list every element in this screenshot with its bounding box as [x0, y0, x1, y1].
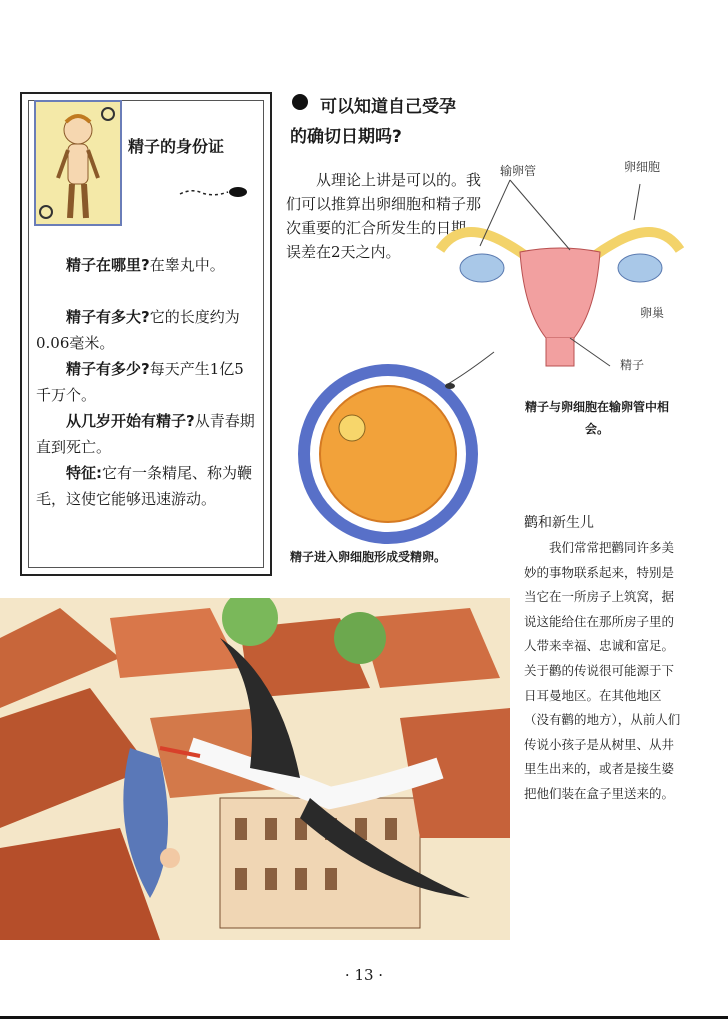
fact-location: 精子在哪里?在睾丸中。 — [66, 256, 225, 274]
page-number: · 13 · — [344, 966, 384, 984]
label-sperm: 精子 — [620, 358, 645, 372]
sidebar-title: 精子的身份证 — [128, 137, 225, 156]
label-tube: 输卵管 — [500, 164, 537, 178]
label-egg: 卵细胞 — [624, 160, 661, 174]
egg-figure-caption: 精子进入卵细胞形成受精卵。 — [290, 550, 447, 564]
section-heading: 可以知道自己受孕 的确切日期吗? — [290, 97, 456, 147]
section-body: 从理论上讲是可以的。我们可以推算出卵细胞和精子那次重要的汇合所发生的日期，误差在2天之内。 — [286, 171, 482, 261]
stork-town-illustration — [0, 598, 510, 940]
egg-cell-figure — [298, 344, 508, 544]
fact-feature: 特征:它有一条精尾、称为鞭毛，这使它能够迅速游动。 — [36, 464, 253, 508]
stork-body: 我们常常把鹳同许多美妙的事物联系起来，特别是当它在一所房子上筑窝，据说这能给住在那所房子里的人带来幸福、忠诚和富足。关于鹳的传说很可能源于下日耳曼地区。在其他地区（没有鹳的地方），从前人们传说小孩子是从树里、从井里生出来的，或者是接生婆把他们装在盒子里送来的。 — [524, 540, 681, 801]
fact-count: 精子有多少?每天产生1亿5千万个。 — [36, 360, 244, 404]
bottom-rule — [0, 1016, 728, 1019]
fact-age: 从几岁开始有精子?从青春期直到死亡。 — [36, 412, 255, 456]
diagram-caption: 精子与卵细胞在输卵管中相会。 — [524, 400, 669, 436]
label-ovary: 卵巢 — [640, 306, 665, 320]
sperm-icon — [178, 186, 248, 198]
boy-illustration — [34, 100, 122, 226]
stork-title: 鹳和新生儿 — [524, 515, 594, 531]
fact-size: 精子有多大?它的长度约为0.06毫米。 — [36, 308, 240, 352]
